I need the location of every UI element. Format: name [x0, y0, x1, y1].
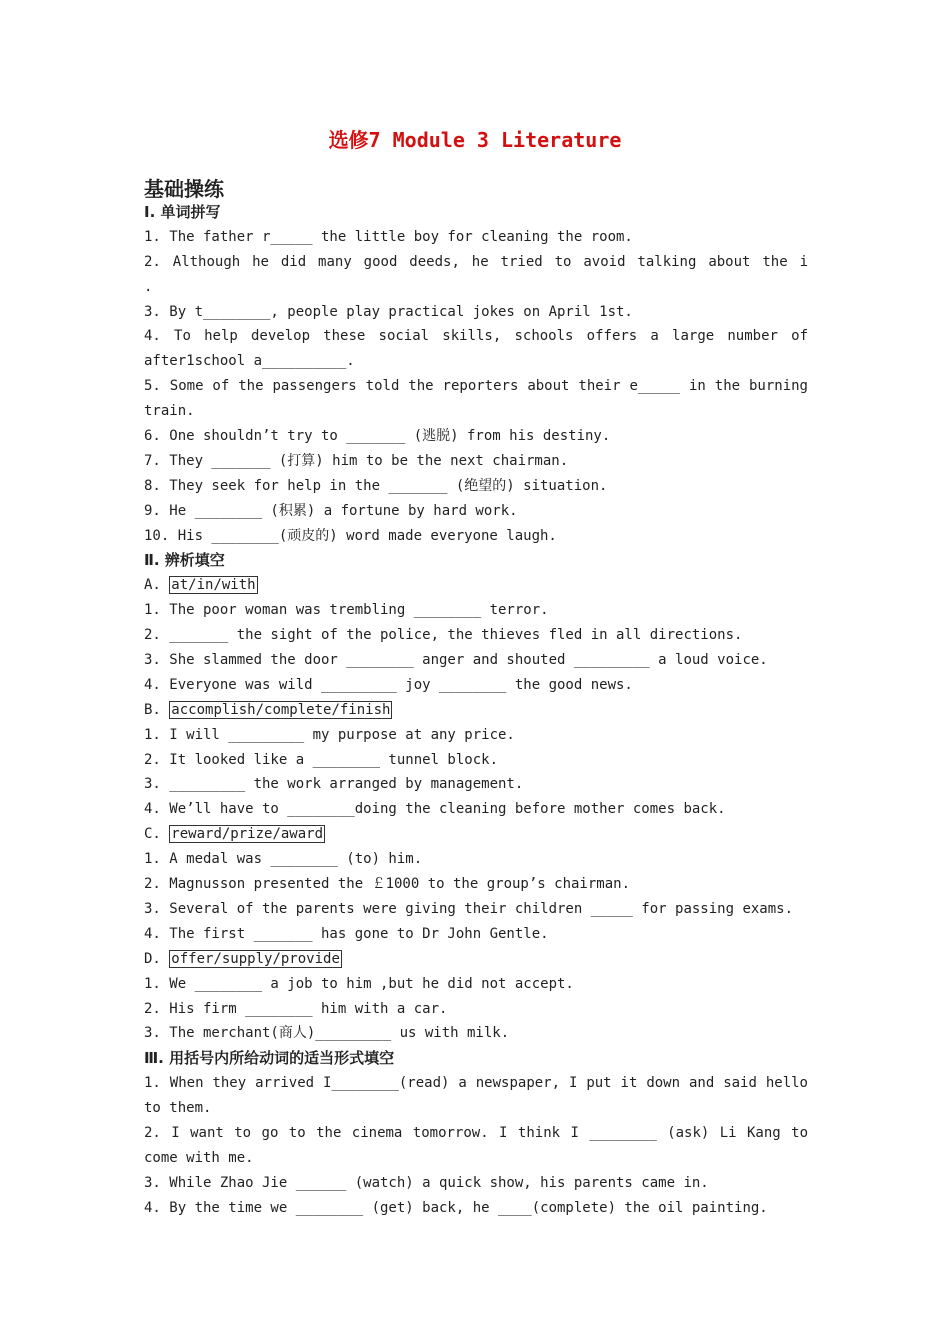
exercise-line: 4. The first _______ has gone to Dr John Gentle.	[144, 925, 549, 942]
exercise-line: train.	[144, 403, 195, 420]
exercise-line: 2. Magnusson presented the ￡1000 to the group’s chairman.	[144, 876, 631, 893]
exercise-section-title: Ⅰ. 单词拼写	[144, 203, 221, 221]
exercise-line: 3. While Zhao Jie ______ (watch) a quick show, his parents came in.	[144, 1174, 709, 1191]
exercise-line: 1. When they arrived I________(read) a newspaper, I put it down and said hello	[144, 1075, 808, 1092]
exercise-line: 4. To help develop these social skills, schools offers a large number of	[144, 328, 808, 345]
exercise-line: 1. I will _________ my purpose at any price.	[144, 726, 515, 743]
exercise-line: after1school a__________.	[144, 353, 355, 370]
exercise-line: 7. They _______ (打算) him to be the next chairman.	[144, 452, 569, 469]
exercise-line: 2. _______ the sight of the police, the thieves fled in all directions.	[144, 627, 743, 644]
exercise-line: 5. Some of the passengers told the reporters about their e_____ in the burning	[144, 378, 808, 395]
exercise-line: 1. We ________ a job to him ,but he did not accept.	[144, 975, 574, 992]
exercise-line: to them.	[144, 1100, 212, 1117]
exercise-line: 3. Several of the parents were giving their children _____ for passing exams.	[144, 900, 794, 917]
exercise-line: C. reward/prize/award	[144, 826, 324, 843]
exercise-line: 4. By the time we ________ (get) back, he ____(complete) the oil painting.	[144, 1199, 768, 1216]
exercise-line: 3. The merchant(商人)_________ us with milk.	[144, 1025, 510, 1042]
exercise-line: 6. One shouldn’t try to _______ (逃脱) from his destiny.	[144, 428, 611, 445]
exercise-line: D. offer/supply/provide	[144, 950, 340, 967]
exercise-line: 3. By t________, people play practical jokes on April 1st.	[144, 303, 633, 320]
exercise-line: 9. He ________ (积累) a fortune by hard work.	[144, 502, 518, 519]
page-title: 选修7 Module 3 Literature	[328, 128, 622, 152]
exercise-line: 1. The father r_____ the little boy for cleaning the room.	[144, 228, 633, 245]
exercise-line: 4. We’ll have to ________doing the cleaning before mother comes back.	[144, 801, 726, 818]
exercise-body	[144, 200, 808, 1221]
exercise-line: 1. The poor woman was trembling ________ terror.	[144, 602, 549, 619]
exercise-line: .	[144, 278, 153, 295]
exercise-line: 2. His firm ________ him with a car.	[144, 1000, 448, 1017]
exercise-section-title: Ⅱ. 辨析填空	[144, 551, 225, 570]
exercise-section-title: Ⅲ. 用括号内所给动词的适当形式填空	[144, 1049, 395, 1068]
word-options-box: offer/supply/provide	[171, 950, 340, 967]
exercise-line: 1. A medal was ________ (to) him.	[144, 851, 423, 868]
exercise-line: come with me.	[144, 1149, 254, 1166]
word-options-box: accomplish/complete/finish	[171, 701, 391, 718]
word-options-box: reward/prize/award	[171, 826, 324, 843]
exercise-line: B. accomplish/complete/finish	[144, 701, 391, 718]
exercise-line: 2. Although he did many good deeds, he tried to avoid talking about the i	[144, 253, 808, 270]
exercise-line: A. at/in/with	[144, 577, 256, 594]
exercise-line: 2. I want to go to the cinema tomorrow. I think I ________ (ask) Li Kang to	[144, 1124, 808, 1141]
exercise-line: 10. His ________(顽皮的) word made everyone laugh.	[144, 527, 557, 544]
exercise-line: 3. _________ the work arranged by management.	[144, 776, 524, 793]
exercise-line: 3. She slammed the door ________ anger and shouted _________ a loud voice.	[144, 652, 768, 669]
exercise-line: 8. They seek for help in the _______ (绝望的) situation.	[144, 477, 608, 494]
word-options-box: at/in/with	[171, 577, 256, 594]
exercise-line: 4. Everyone was wild _________ joy ________ the good news.	[144, 676, 633, 693]
exercise-line: 2. It looked like a ________ tunnel block.	[144, 751, 499, 768]
section-heading: 基础操练	[144, 177, 224, 201]
